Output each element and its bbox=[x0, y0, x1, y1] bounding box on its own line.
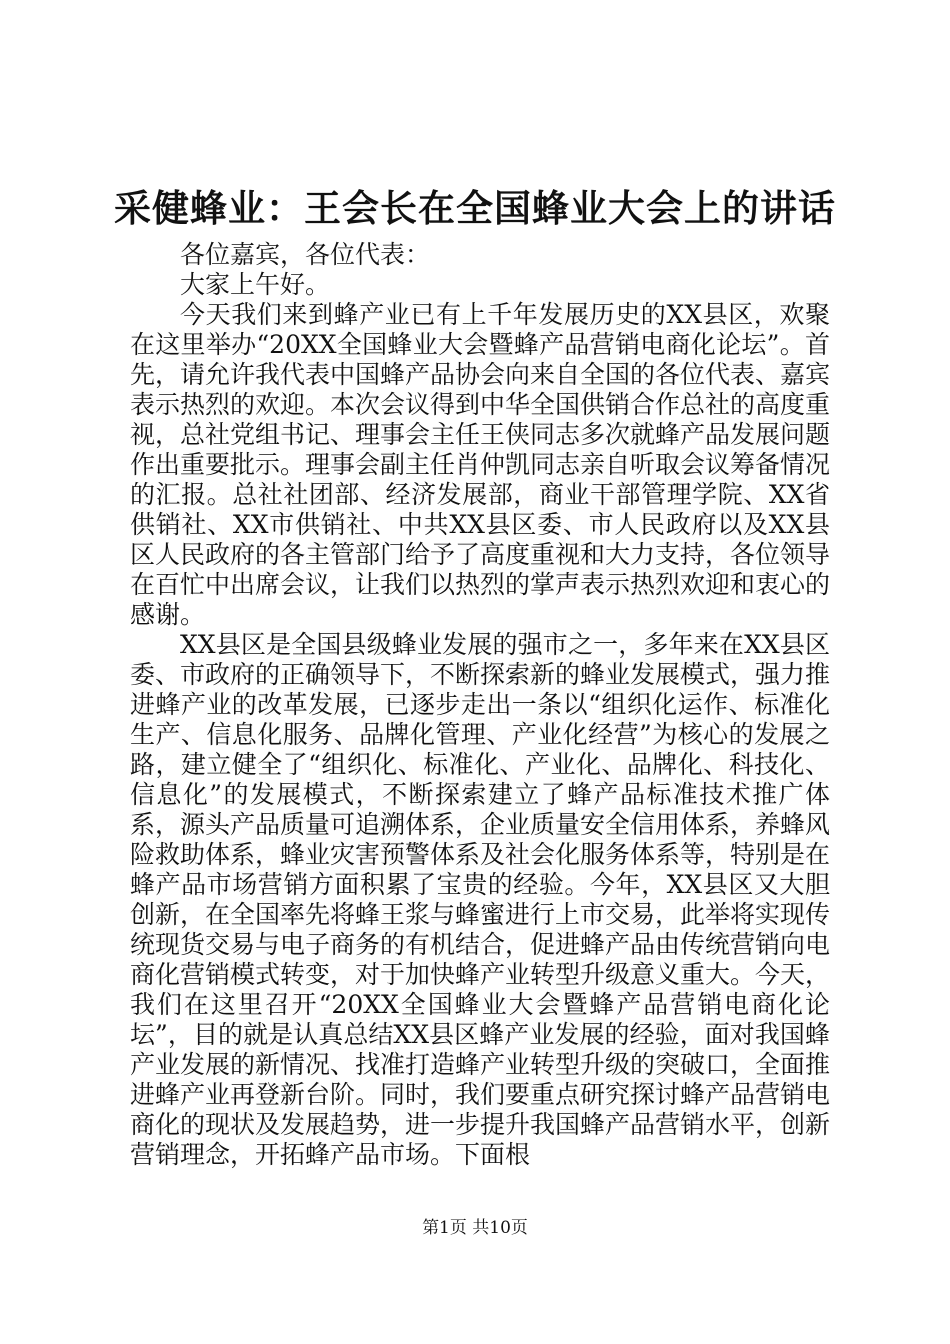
salutation: 各位嘉宾，各位代表： bbox=[180, 240, 431, 269]
document-title: 采健蜂业：王会长在全国蜂业大会上的讲话 bbox=[114, 186, 836, 230]
body-paragraph-2: XX县区是全国县级蜂业发展的强市之一，多年来在XX县区委、市政府的正确领导下，不断探索新的蜂业发展模式，强力推进蜂产业的改革发展，已逐步走出一条以“组织化运作、标准化生产、信息化服务、品牌化管理、产业化经营”为核心的发展之路，建立健全了“组织化、标准化、产业化、品牌化、科技化、信息化”的发展模式，不断探索建立了蜂产品标准技术推广体系，源头产品质量可追溯体系，企业质量安全信用体系，养蜂风险救助体系，蜂业灾害预警体系及社会化服务体系等，特别是在蜂产品市场营销方面积累了宝贵的经验。今年，XX县区又大胆创新，在全国率先将蜂王浆与蜂蜜进行上市交易，此举将实现传统现货交易与电子商务的有机结合，促进蜂产品由传统营销向电商化营销模式转变，对于加快蜂产业转型升级意义重大。今天，我们在这里召开“20XX全国蜂业大会暨蜂产品营销电商化论坛”，目的就是认真总结XX县区蜂产业发展的经验，面对我国蜂产业发展的新情况、找准打造蜂产业转型升级的突破口，全面推进蜂产业再登新台阶。同时，我们要重点研究探讨蜂产品营销电商化的现状及发展趋势，进一步提升我国蜂产品营销水平，创新营销理念，开拓蜂产品市场。下面根 bbox=[130, 630, 831, 1169]
page-number-footer: 第1页 共10页 bbox=[422, 1218, 528, 1238]
greeting: 大家上午好。 bbox=[180, 270, 331, 299]
document-body bbox=[130, 240, 830, 1170]
body-paragraph-1: 今天我们来到蜂产业已有上千年发展历史的XX县区，欢聚在这里举办“20XX全国蜂业大会暨蜂产品营销电商化论坛”。首先，请允许我代表中国蜂产品协会向来自全国的各位代表、嘉宾表示热烈的欢迎。本次会议得到中华全国供销合作总社的高度重视，总社党组书记、理事会主任王侠同志多次就蜂产品发展问题作出重要批示。理事会副主任肖仲凯同志亲自听取会议筹备情况的汇报。总社社团部、经济发展部，商业干部管理学院、XX省供销社、XX市供销社、中共XX县区委、市人民政府以及XX县区人民政府的各主管部门给予了高度重视和大力支持，各位领导在百忙中出席会议，让我们以热烈的掌声表示热烈欢迎和衷心的感谢。 bbox=[130, 300, 831, 629]
